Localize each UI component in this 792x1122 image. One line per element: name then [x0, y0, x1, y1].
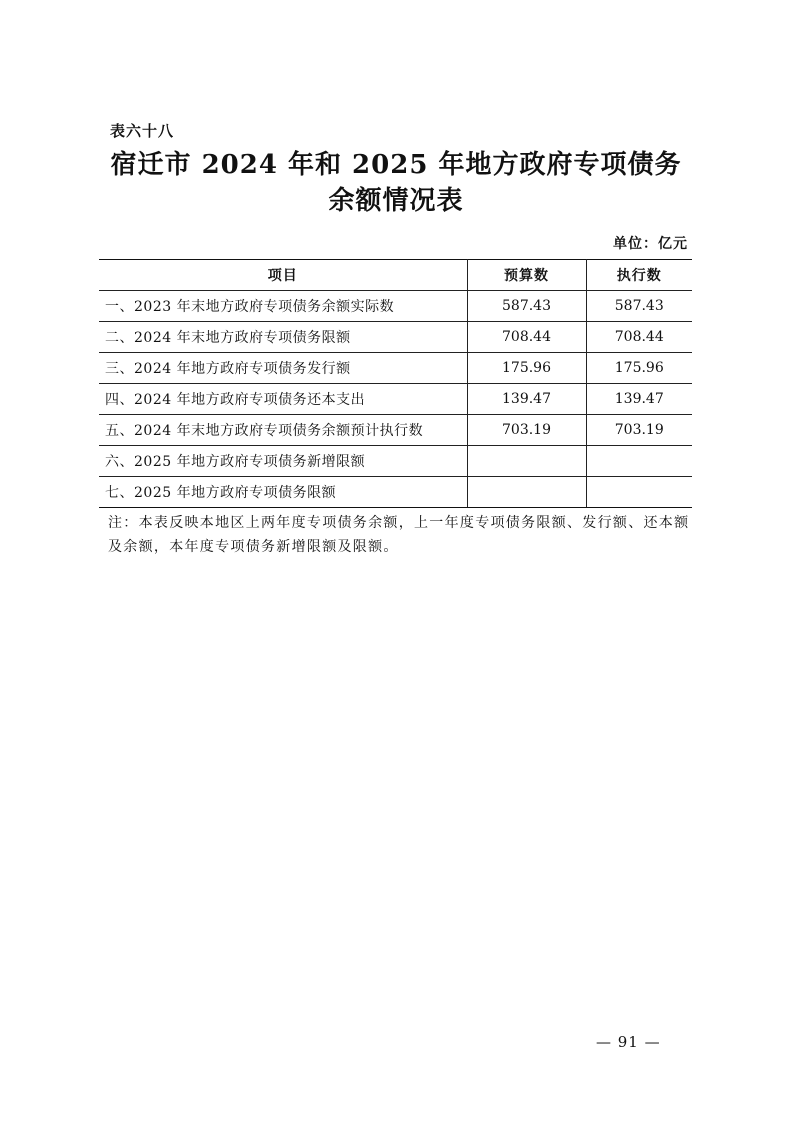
row-budget — [467, 477, 586, 508]
table-row — [99, 477, 692, 508]
row-actual: 175.96 — [586, 353, 692, 384]
row-actual: 708.44 — [586, 322, 692, 353]
row-budget: 703.19 — [467, 415, 586, 446]
table-row — [99, 446, 692, 477]
table-row — [99, 322, 692, 353]
row-actual — [586, 446, 692, 477]
row-actual: 703.19 — [586, 415, 692, 446]
row-budget: 587.43 — [467, 291, 586, 322]
row-budget: 175.96 — [467, 353, 586, 384]
table-row — [99, 384, 692, 415]
row-item: 一、2023 年末地方政府专项债务余额实际数 — [99, 291, 467, 322]
table-row — [99, 415, 692, 446]
row-budget: 139.47 — [467, 384, 586, 415]
debt-balance-table — [99, 259, 692, 508]
row-item: 二、2024 年末地方政府专项债务限额 — [99, 322, 467, 353]
row-item: 五、2024 年末地方政府专项债务余额预计执行数 — [99, 415, 467, 446]
row-budget: 708.44 — [467, 322, 586, 353]
row-item: 七、2025 年地方政府专项债务限额 — [99, 477, 467, 508]
table-note: 注：本表反映本地区上两年度专项债务余额，上一年度专项债务限额、发行额、还本额及余额，本年度专项债务新增限额及限额。 — [108, 515, 690, 555]
table-title-line2: 余额情况表 — [328, 186, 464, 216]
table-row — [99, 291, 692, 322]
row-actual — [586, 477, 692, 508]
row-item: 三、2024 年地方政府专项债务发行额 — [99, 353, 467, 384]
table-number: 表六十八 — [110, 122, 175, 140]
table-title-line1: 宿迁市 2024 年和 2025 年地方政府专项债务 — [110, 150, 682, 180]
unit-label: 单位：亿元 — [613, 236, 688, 252]
column-header-budget: 预算数 — [467, 260, 586, 291]
table-row — [99, 353, 692, 384]
row-item: 四、2024 年地方政府专项债务还本支出 — [99, 384, 467, 415]
row-actual: 139.47 — [586, 384, 692, 415]
row-actual: 587.43 — [586, 291, 692, 322]
row-budget — [467, 446, 586, 477]
row-item: 六、2025 年地方政府专项债务新增限额 — [99, 446, 467, 477]
page-number: — 91 — — [596, 1033, 661, 1051]
table-header-row — [99, 260, 692, 291]
column-header-actual: 执行数 — [586, 260, 692, 291]
column-header-item: 项目 — [99, 260, 467, 291]
